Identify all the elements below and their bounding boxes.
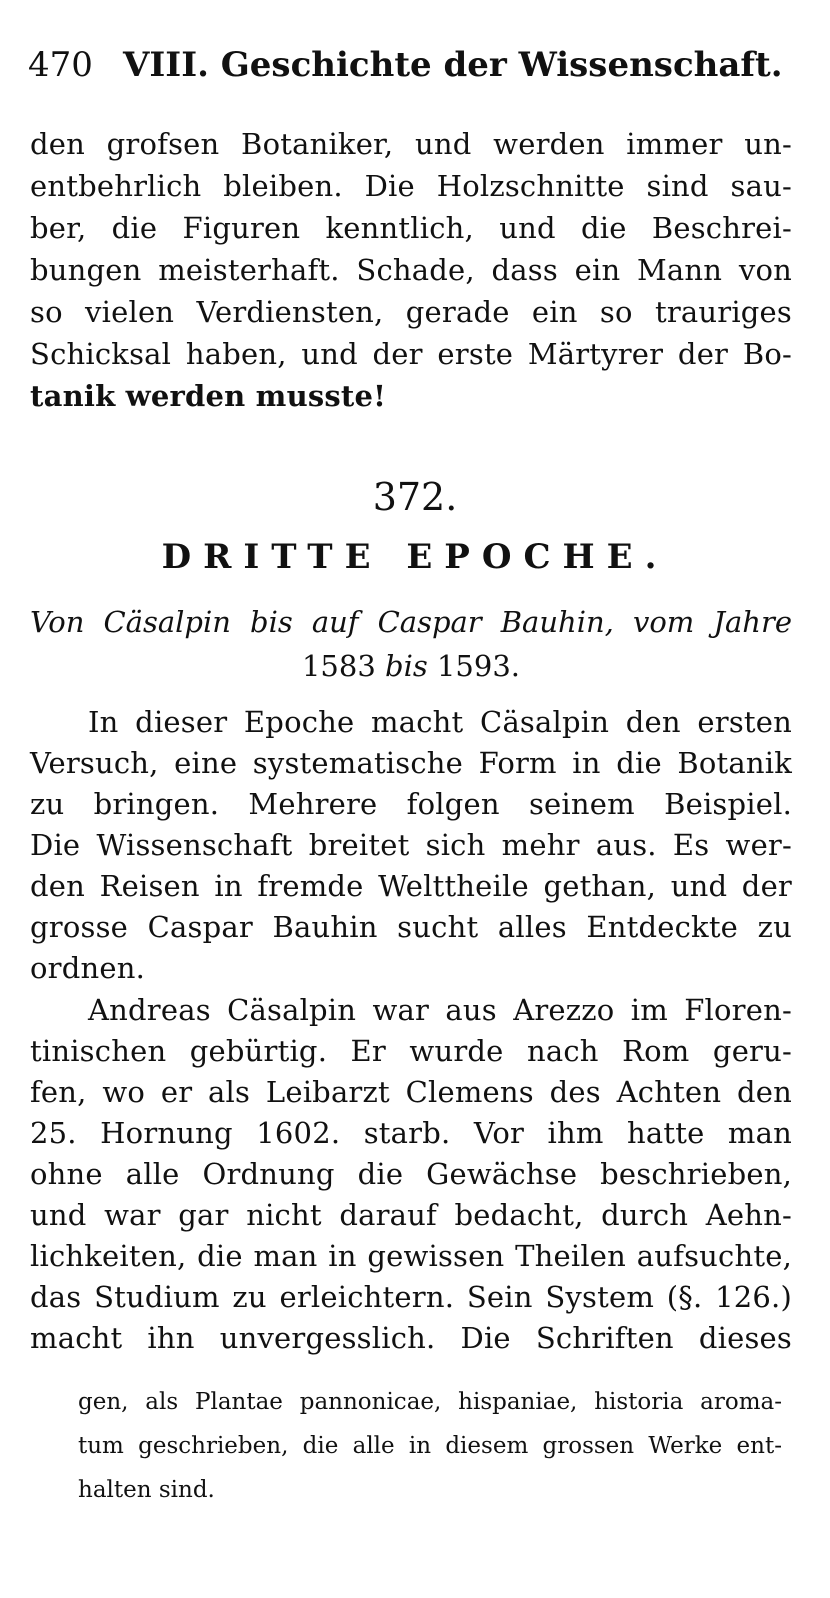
footnote-line: halten sind. [78, 1477, 215, 1503]
footnote-line: tum geschrieben, die alle in diesem grossen Werke ent- [78, 1433, 782, 1459]
text-line: In dieser Epoche macht Cäsalpin den ersten [88, 705, 792, 739]
text-line: Die Wissenschaft breitet sich mehr aus. Es wer- [30, 828, 792, 862]
epoch-years [30, 646, 792, 686]
text-line: ordnen. [30, 951, 146, 985]
running-header [28, 40, 783, 90]
text-line: bungen meisterhaft. Schade, dass ein Mann von [30, 253, 792, 287]
text-line: das Studium zu erleichtern. Sein System (§. 126.) [30, 1280, 792, 1314]
text-line: macht ihn unvergesslich. Die Schriften dieses [30, 1321, 792, 1355]
text-line: Andreas Cäsalpin war aus Arezzo im Floren- [88, 993, 792, 1027]
epoch-title: DRITTE EPOCHE. [161, 537, 669, 577]
text-line: zu bringen. Mehrere folgen seinem Beispiel. [30, 787, 792, 821]
text-line: entbehrlich bleiben. Die Holzschnitte sind sau- [30, 169, 792, 203]
text-line: so vielen Verdiensten, gerade ein so trauriges [30, 295, 792, 329]
text-line: den grofsen Botaniker, und werden immer un- [30, 127, 792, 161]
text-line: ohne alle Ordnung die Gewächse beschrieben, [30, 1157, 792, 1191]
text-line: Schicksal haben, und der erste Märtyrer der Bo- [30, 337, 792, 371]
text-line: tanik werden musste! [30, 379, 387, 413]
section-number: 372. [372, 475, 458, 519]
text-line: den Reisen in fremde Welttheile gethan, und der [30, 869, 792, 903]
text-line: grosse Caspar Bauhin sucht alles Entdeckte zu [30, 910, 792, 944]
chapter-title: VIII. Geschichte der Wissenschaft. [123, 45, 783, 85]
year-from: 1583 [301, 649, 376, 683]
text-line: ber, die Figuren kenntlich, und die Beschrei- [30, 211, 792, 245]
text-line: und war gar nicht darauf bedacht, durch Aehn- [30, 1198, 792, 1232]
year-to: 1593. [436, 649, 520, 683]
text-line: tinischen gebürtig. Er wurde nach Rom geru- [30, 1034, 792, 1068]
page-number: 470 [28, 45, 93, 85]
text-line: Versuch, eine systematische Form in die Botanik [30, 746, 792, 780]
footnote-line: gen, als Plantae pannonicae, hispaniae, historia aroma- [78, 1389, 782, 1415]
text-line: lichkeiten, die man in gewissen Theilen aufsuchte, [30, 1239, 792, 1273]
epoch-subtitle: Von Cäsalpin bis auf Caspar Bauhin, vom Jahre [30, 605, 792, 639]
text-line: fen, wo er als Leibarzt Clemens des Achten den [30, 1075, 792, 1109]
text-line: 25. Hornung 1602. starb. Vor ihm hatte man [30, 1116, 792, 1150]
year-separator: bis [385, 649, 428, 683]
